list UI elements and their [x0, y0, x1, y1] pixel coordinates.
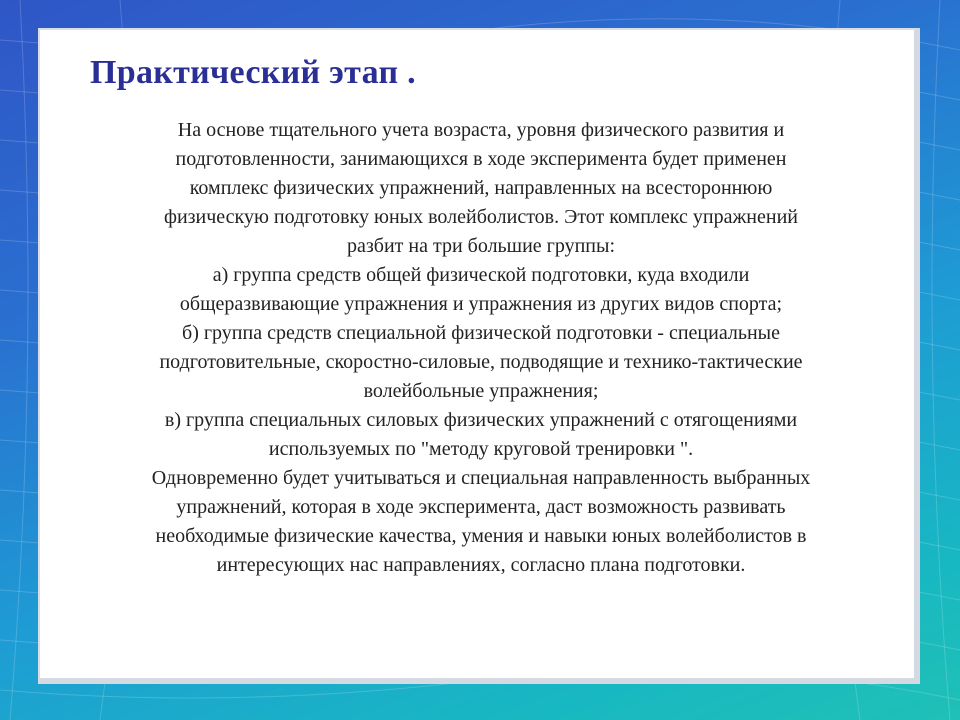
body-line: физическую подготовку юных волейболистов. Этот комплекс упражнений — [163, 206, 798, 228]
body-line: в) группа специальных силовых физических упражнений с отягощениями — [164, 409, 798, 431]
body-line: комплекс физических упражнений, направленных на всестороннюю — [189, 177, 773, 199]
slide-body-text — [60, 116, 902, 580]
body-line: подготовительные, скоростно-силовые, подводящие и технико-тактические — [159, 351, 803, 373]
body-line: разбит на три большие группы: — [347, 235, 615, 257]
body-line: необходимые физические качества, умения и навыки юных волейболистов в — [155, 525, 807, 547]
body-line: интересующих нас направлениях, согласно плана подготовки. — [216, 554, 746, 576]
body-line: используемых по "методу круговой тренировки ". — [268, 438, 694, 460]
body-line: волейбольные упражнения; — [363, 380, 599, 402]
body-line: б) группа средств специальной физической подготовки - специальные — [182, 322, 780, 344]
content-card — [38, 28, 920, 684]
body-line: Одновременно будет учитываться и специальная направленность выбранных — [151, 467, 811, 489]
slide-title: Практический этап . — [90, 54, 416, 91]
body-line: общеразвивающие упражнения и упражнения из других видов спорта; — [179, 293, 783, 315]
body-line: упражнений, которая в ходе эксперимента, даст возможность развивать — [176, 496, 786, 518]
body-line: а) группа средств общей физической подготовки, куда входили — [212, 264, 750, 286]
body-line: На основе тщательного учета возраста, уровня физического развития и — [177, 119, 785, 141]
body-line: подготовленности, занимающихся в ходе эксперимента будет применен — [175, 148, 787, 170]
